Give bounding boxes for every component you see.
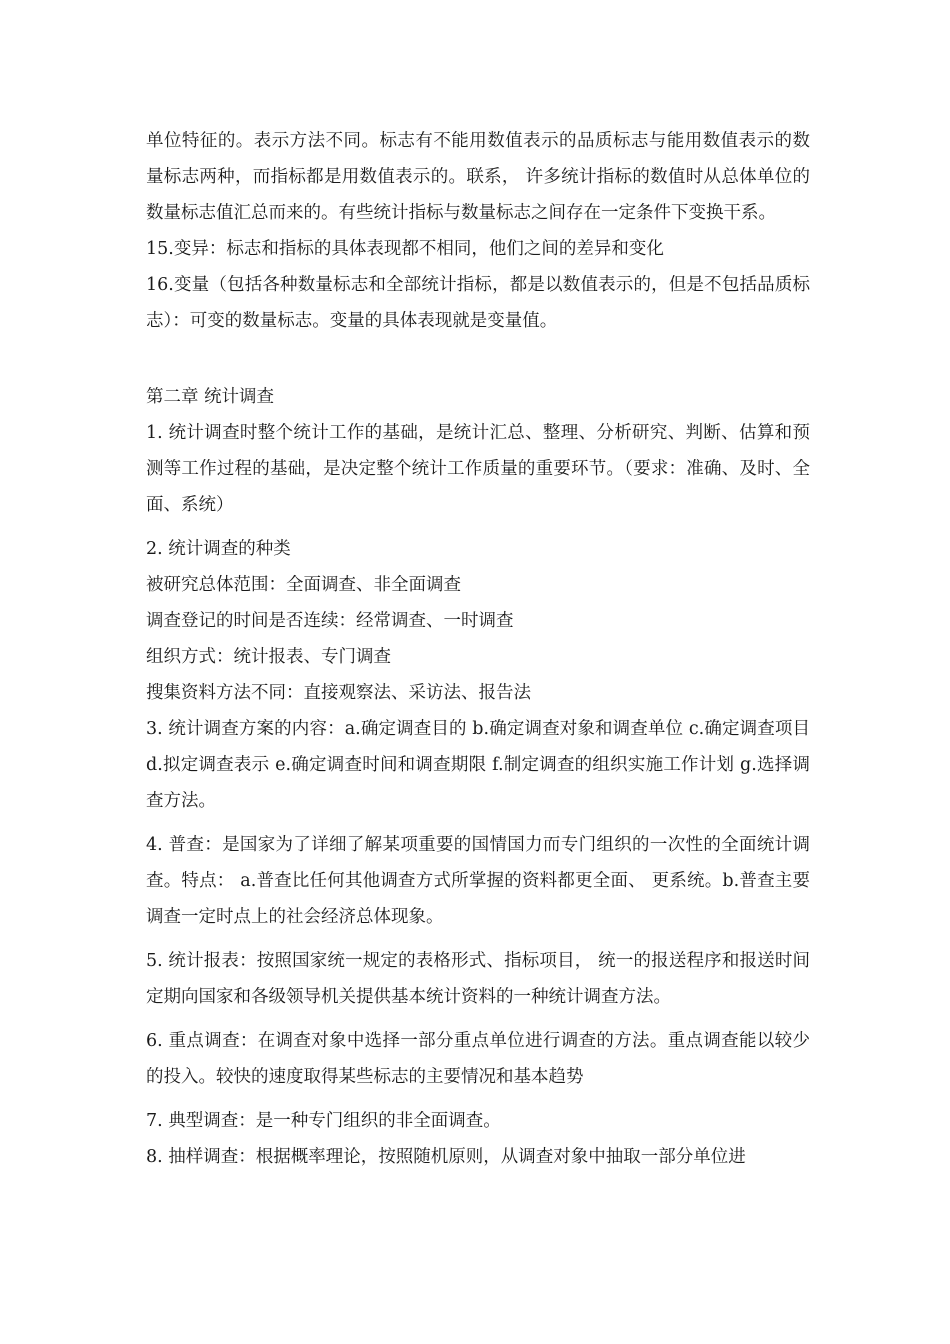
- survey-type-line: 调查登记的时间是否连续：经常调查、一时调查: [146, 611, 514, 631]
- item-15-paragraph: 15.变异：标志和指标的具体表现都不相同，他们之间的差异和变化: [146, 239, 664, 259]
- chapter-item-6: 6. 重点调查：在调查对象中选择一部分重点单位进行调查的方法。重点调查能以较少的投入。较快的速度取得某些标志的主要情况和基本趋势: [146, 1031, 810, 1087]
- chapter-item-5: 5. 统计报表：按照国家统一规定的表格形式、指标项目， 统一的报送程序和报送时间定期向国家和各级领导机关提供基本统计资料的一种统计调查方法。: [146, 951, 810, 1007]
- survey-type-line: 被研究总体范围：全面调查、非全面调查: [146, 575, 461, 595]
- survey-type-line: 组织方式：统计报表、专门调查: [146, 647, 391, 667]
- chapter-item-7: 7. 典型调查：是一种专门组织的非全面调查。: [146, 1111, 501, 1131]
- chapter-item-3: 3. 统计调查方案的内容：a.确定调查目的 b.确定调查对象和调查单位 c.确定调查项目 d.拟定调查表示 e.确定调查时间和调查期限 f.制定调查的组织实施工作计划 g.选择调查方法。: [146, 719, 810, 811]
- survey-type-line: 搜集资料方法不同：直接观察法、采访法、报告法: [146, 683, 531, 703]
- chapter-item-1: 1. 统计调查时整个统计工作的基础，是统计汇总、整理、分析研究、判断、估算和预测等工作过程的基础，是决定整个统计工作质量的重要环节。（要求：准确、及时、全面、系统）: [146, 423, 810, 515]
- item-16-paragraph: 16.变量（包括各种数量标志和全部统计指标，都是以数值表示的，但是不包括品质标志）：可变的数量标志。变量的具体表现就是变量值。: [146, 275, 810, 331]
- chapter-title: 第二章 统计调查: [146, 387, 275, 407]
- chapter-item-8: 8. 抽样调查：根据概率理论，按照随机原则，从调查对象中抽取一部分单位进: [146, 1147, 746, 1167]
- chapter-item-2-title: 2. 统计调查的种类: [146, 539, 291, 559]
- chapter-item-4: 4. 普查：是国家为了详细了解某项重要的国情国力而专门组织的一次性的全面统计调查。特点： a.普查比任何其他调查方式所掌握的资料都更全面、 更系统。b.普查主要调查一定时点上的社会经济总体现象。: [146, 835, 810, 927]
- document-body: [146, 123, 810, 1175]
- continuation-paragraph: 单位特征的。表示方法不同。标志有不能用数值表示的品质标志与能用数值表示的数量标志两种，而指标都是用数值表示的。联系， 许多统计指标的数值时从总体单位的数量标志值汇总而来的。有些统计指标与数量标志之间存在一定条件下变换干系。: [146, 131, 810, 223]
